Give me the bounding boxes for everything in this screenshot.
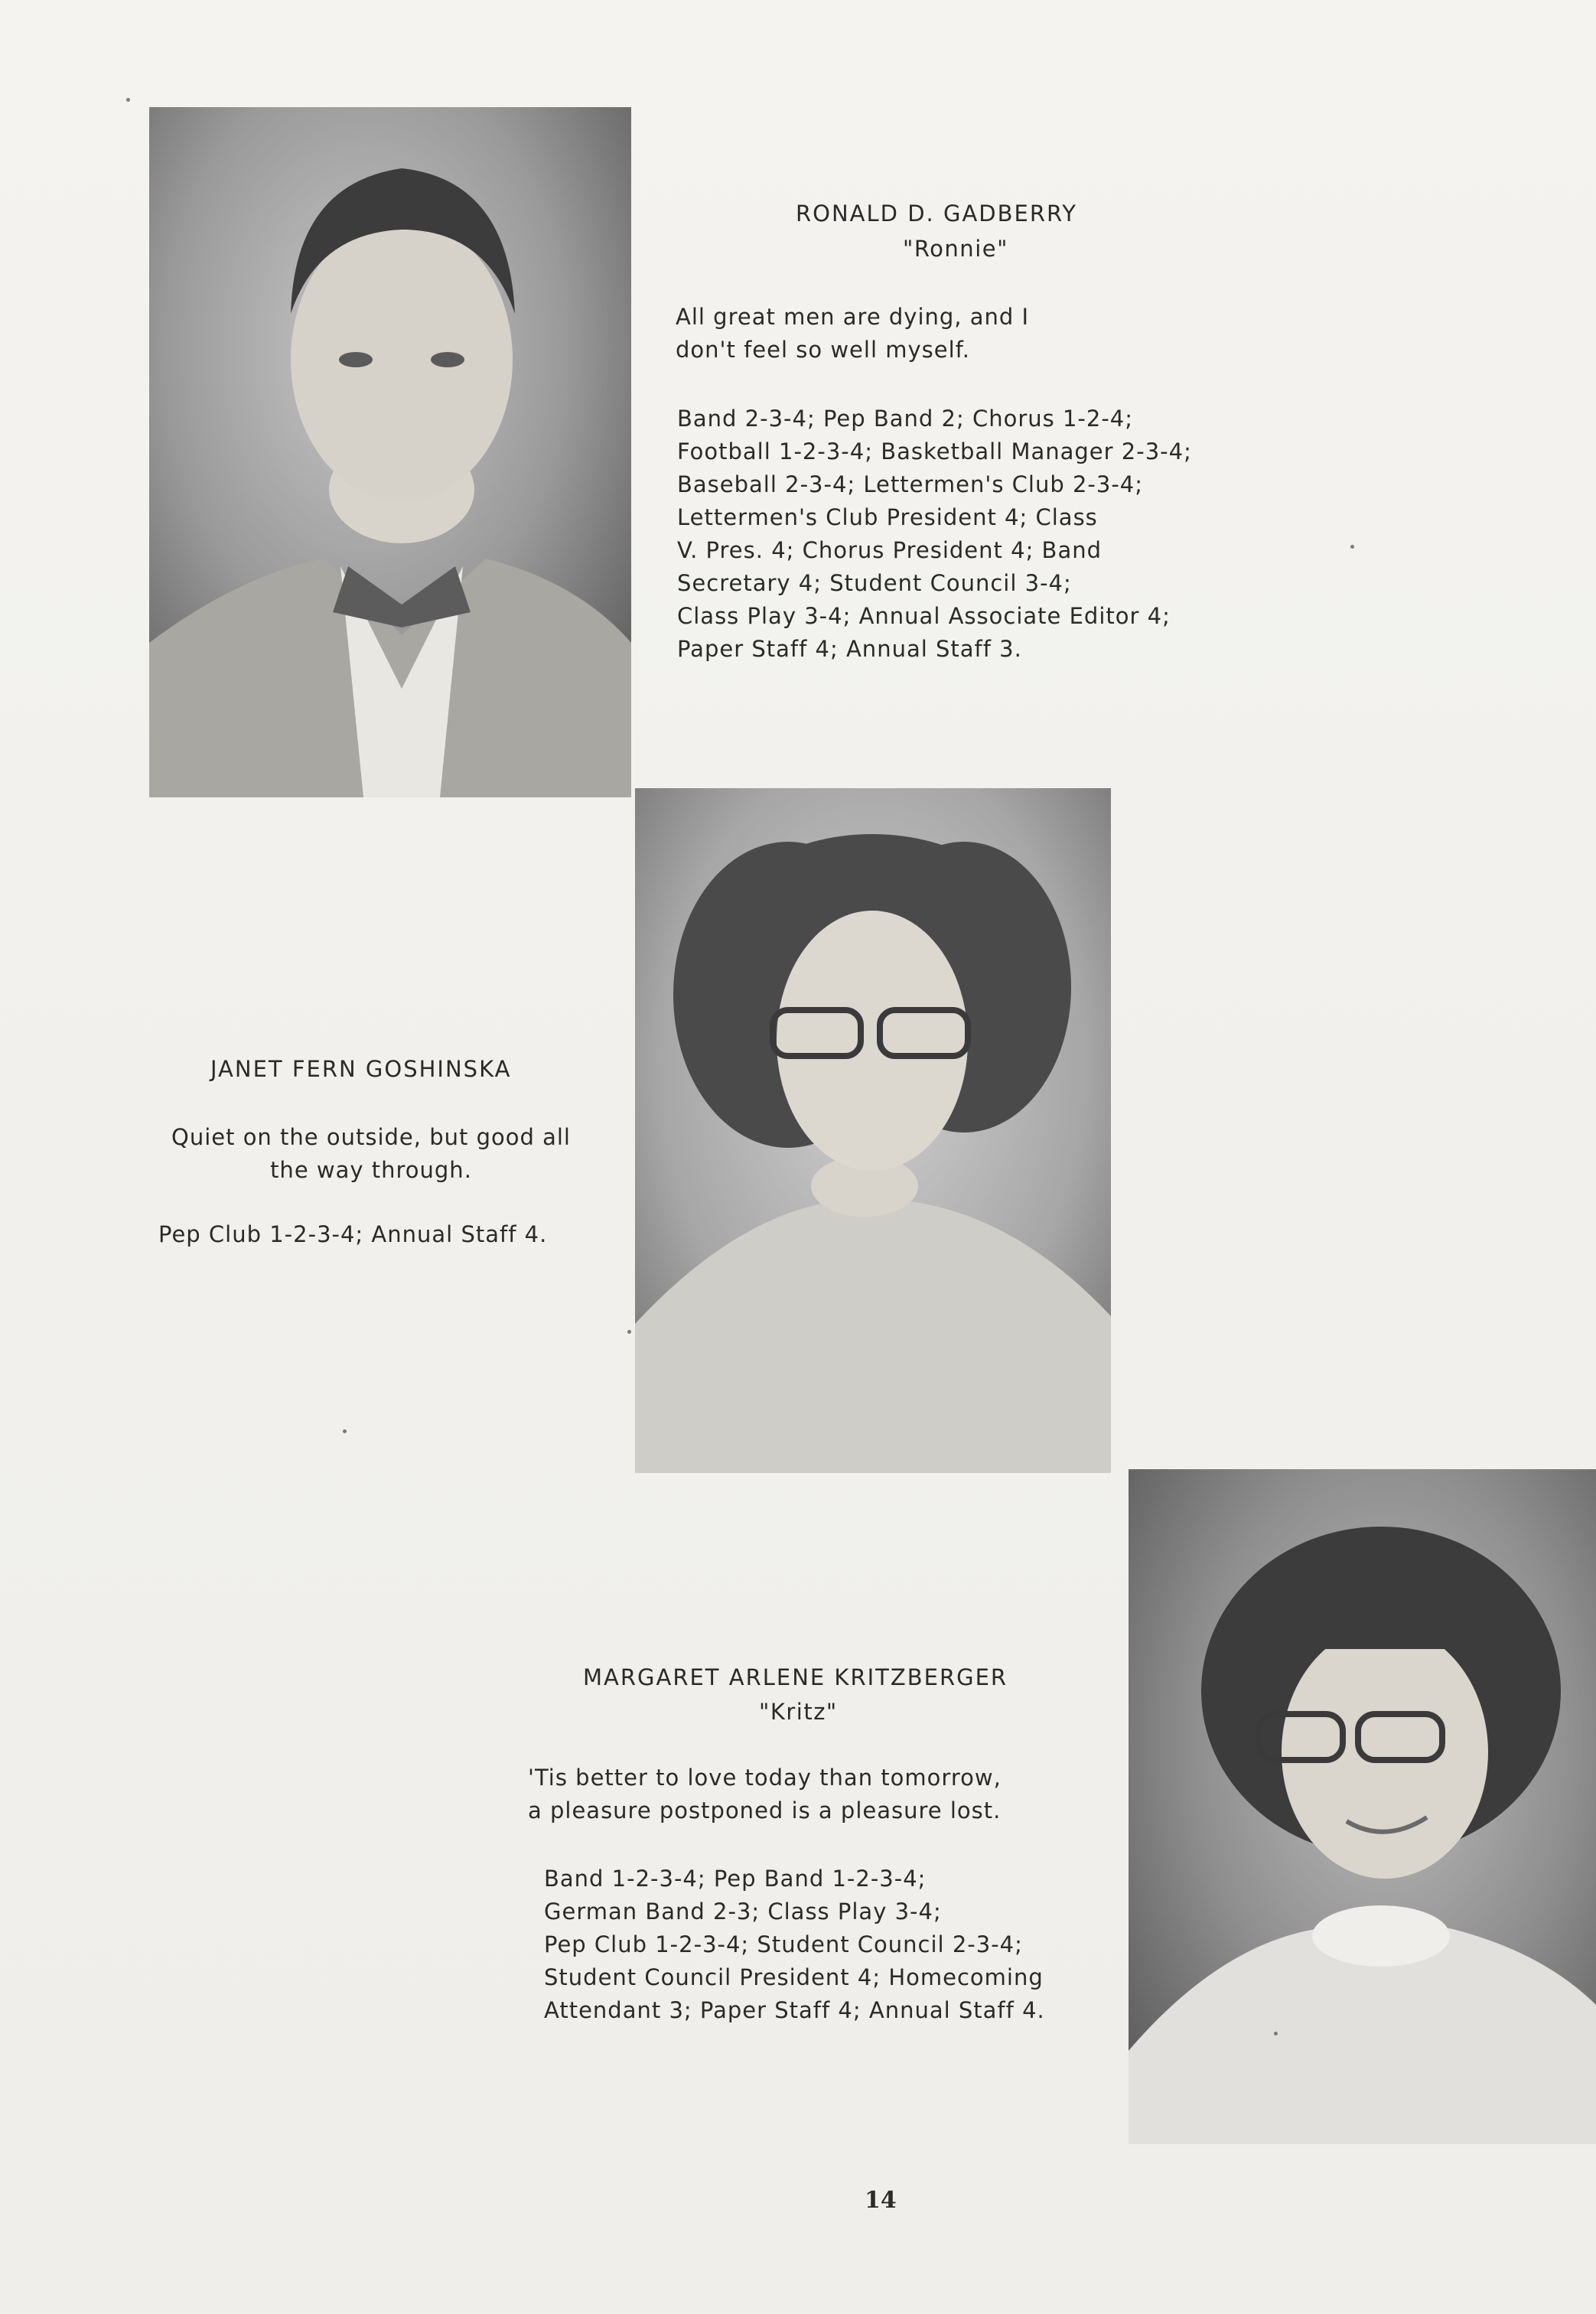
student-name: JANET FERN GOSHINSKA <box>210 1056 512 1082</box>
student-name: MARGARET ARLENE KRITZBERGER <box>583 1664 1008 1690</box>
scan-speck <box>126 98 130 102</box>
activity-line: Student Council President 4; Homecoming <box>544 1964 1044 1990</box>
student-activities <box>544 1863 1045 2027</box>
activity-line: V. Pres. 4; Chorus President 4; Band <box>677 537 1103 563</box>
portrait-photo-margaret <box>1129 1469 1596 2144</box>
activity-line: Pep Club 1-2-3-4; Student Council 2-3-4; <box>544 1931 1023 1957</box>
activity-line: Class Play 3-4; Annual Associate Editor 4; <box>677 603 1171 629</box>
activity-line: German Band 2-3; Class Play 3-4; <box>544 1898 942 1925</box>
activity-line: Football 1-2-3-4; Basketball Manager 2-3-4; <box>677 438 1192 464</box>
student-activities <box>158 1218 547 1251</box>
quote-line: a pleasure postponed is a pleasure lost. <box>528 1797 1002 1823</box>
activity-line: Secretary 4; Student Council 3-4; <box>677 570 1072 596</box>
quote-line: don't feel so well myself. <box>676 337 970 363</box>
scan-speck <box>1274 2032 1278 2035</box>
page-number: 14 <box>865 2187 897 2214</box>
scan-speck <box>343 1429 347 1433</box>
student-quote <box>676 301 1029 367</box>
quote-line: 'Tis better to love today than tomorrow, <box>528 1765 1002 1791</box>
activity-line: Lettermen's Club President 4; Class <box>677 504 1098 530</box>
student-quote <box>157 1121 585 1187</box>
portrait-photo-ronald <box>149 107 631 797</box>
portrait-photo-janet <box>635 788 1111 1473</box>
quote-line: All great men are dying, and I <box>676 304 1030 330</box>
activity-line: Baseball 2-3-4; Lettermen's Club 2-3-4; <box>677 471 1144 497</box>
student-nickname: "Kritz" <box>759 1699 838 1725</box>
scan-speck <box>1350 545 1354 549</box>
scan-speck <box>627 1330 631 1334</box>
student-name: RONALD D. GADBERRY <box>796 200 1077 227</box>
quote-line: the way through. <box>270 1157 472 1183</box>
quote-line: Quiet on the outside, but good all <box>171 1124 571 1150</box>
activity-line: Paper Staff 4; Annual Staff 3. <box>677 636 1022 662</box>
student-quote <box>528 1762 1002 1827</box>
activity-line: Band 1-2-3-4; Pep Band 1-2-3-4; <box>544 1866 927 1892</box>
activity-line: Pep Club 1-2-3-4; Annual Staff 4. <box>158 1221 548 1247</box>
activity-line: Attendant 3; Paper Staff 4; Annual Staff 4. <box>544 1997 1045 2023</box>
student-activities <box>677 403 1192 666</box>
student-nickname: "Ronnie" <box>903 236 1008 262</box>
activity-line: Band 2-3-4; Pep Band 2; Chorus 1-2-4; <box>677 406 1134 432</box>
